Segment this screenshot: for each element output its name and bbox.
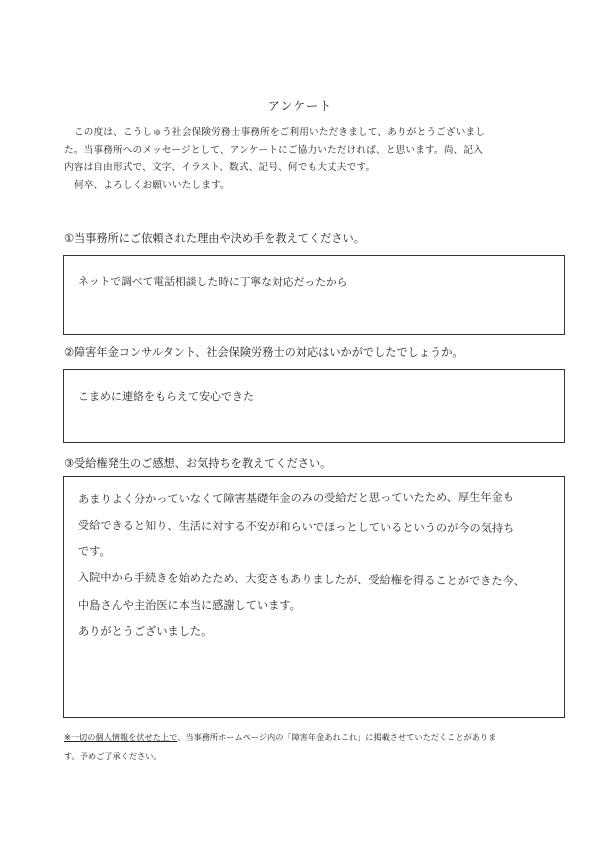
footer-line [64,728,496,747]
answer-2-text: こまめに連絡をもらえて安心できた [78,390,254,403]
answer-box-1 [63,255,565,335]
answer-3-line: 中島さんや主治医に本当に感謝しています。 [78,599,301,612]
question-1-label: ①当事務所にご依頼された理由や決め手を教えてください。 [64,232,365,245]
intro-line: 何卒、よろしくお願いいたします。 [74,179,230,191]
answer-box-2 [63,369,565,443]
answer-3-line: あまりよく分かっていなくて障害基礎年金のみの受給だと思っていたため、厚生年金も [78,490,514,506]
footer-underlined: ※一切の個人情報を伏せた上で [64,732,178,742]
question-2-label: ②障害年金コンサルタント、社会保険労務士の対応はいかがでしたでしょうか。 [64,346,464,359]
answer-3-line: 入院中から手続きを始めたため、大変さもありましたが、受給権を得ることができた今、 [77,570,526,588]
answer-3-line: です。 [78,545,111,558]
intro-line: この度は、こうしゅう社会保険労務士事務所をご利用いただきまして、ありがとうございまし [74,127,486,138]
page-title: アンケート [267,99,333,113]
answer-1-text: ネットで調べて電話相談した時に丁寧な対応だったから [77,275,348,289]
answer-3-line: 受給できると知り、生活に対する不安が和らいでほっとしているというのが今の気持ち [77,518,515,536]
intro-line: 内容は自由形式で、文字、イラスト、数式、記号、何でも大丈夫です。 [64,162,376,173]
question-3-label: ③受給権発生のご感想、お気持ちを教えてください。 [64,457,332,470]
footer-rest: 、当事務所ホームページ内の「障害年金あれこれ」に掲載させていただくことがありま [177,732,497,742]
footer-note [64,728,496,766]
footer-line: す。予めご了承ください。 [64,751,162,761]
answer-3-line: ありがとうございました。 [78,625,213,638]
answer-box-3 [63,476,565,718]
intro-text [64,124,564,194]
intro-line: た。当事務所へのメッセージとして、アンケートにご協力いただければ、と思います。尚、記入 [64,144,484,156]
